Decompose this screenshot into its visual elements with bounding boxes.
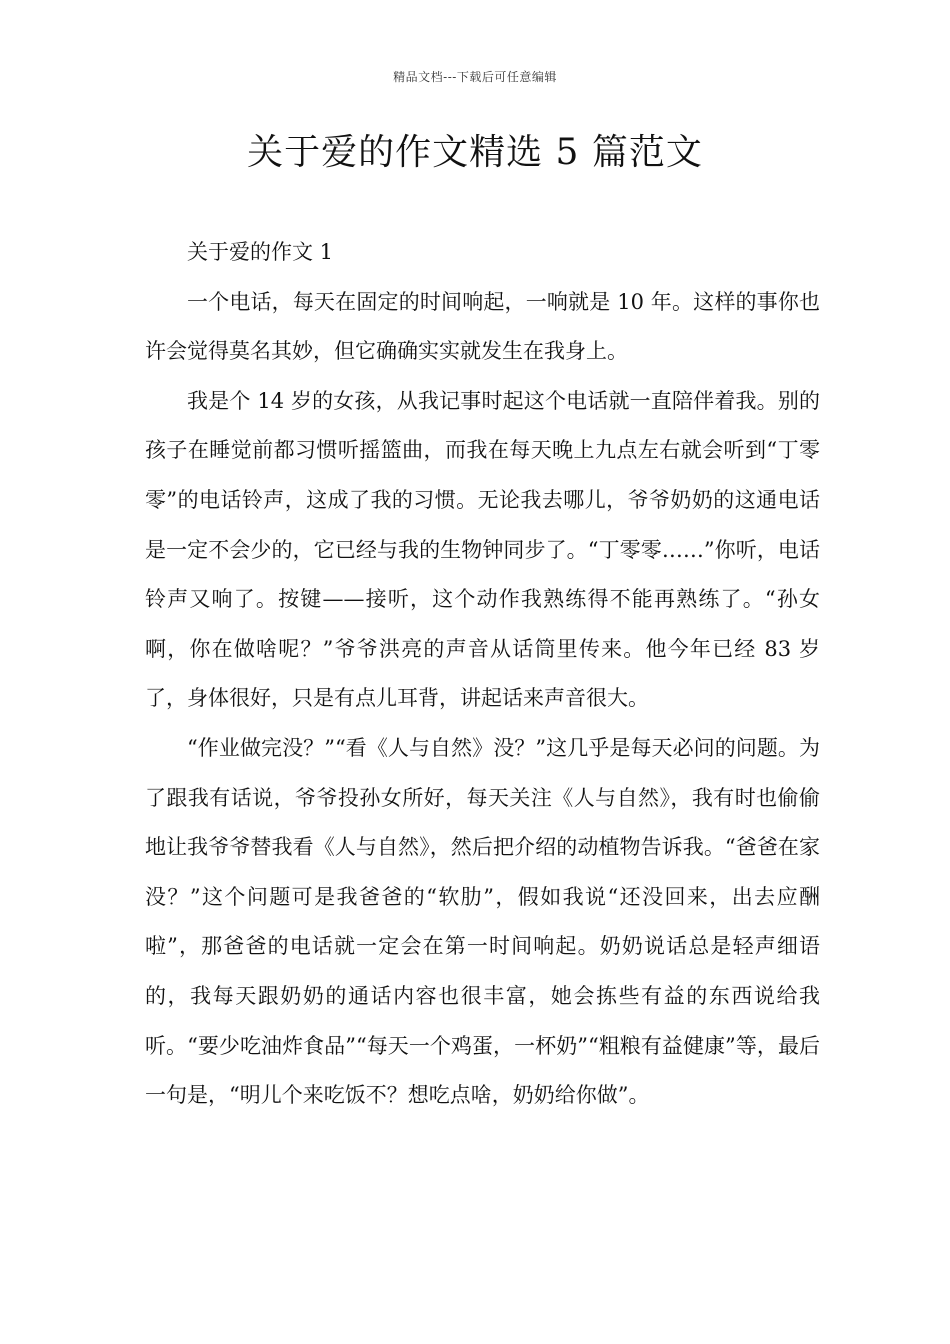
document-body xyxy=(145,228,820,1121)
section-heading: 关于爱的作文 1 xyxy=(187,240,334,264)
paragraph: 一个电话，每天在固定的时间响起，一响就是 10 年。这样的事你也许会觉得莫名其妙，但它确确实实就发生在我身上。 xyxy=(145,289,820,364)
page-title: 关于爱的作文精选 5 篇范文 xyxy=(247,132,703,173)
paragraph: “作业做完没？”“看《人与自然》没？”这几乎是每天必问的问题。为了跟我有话说，爷爷投孙女所好，每天关注《人与自然》，我有时也偷偷地让我爷爷替我看《人与自然》，然后把介绍的动植物告诉我。“爸爸在家没？”这个问题可是我爸爸的“软肋”，假如我说“还没回来，出去应酬啦”，那爸爸的电话就一定会在第一时间响起。奶奶说话总是轻声细语的，我每天跟奶奶的通话内容也很丰富，她会拣些有益的东西说给我听。“要少吃油炸食品”“每天一个鸡蛋，一杯奶”“粗粮有益健康”等，最后一句是，“明儿个来吃饭不？想吃点啥，奶奶给你做”。 xyxy=(145,735,820,1108)
header-note: 精品文档---下载后可任意编辑 xyxy=(393,70,557,84)
paragraph: 我是个 14 岁的女孩，从我记事时起这个电话就一直陪伴着我。别的孩子在睡觉前都习惯听摇篮曲，而我在每天晚上九点左右就会听到“丁零零”的电话铃声，这成了我的习惯。无论我去哪儿，爷爷奶奶的这通电话是一定不会少的，它已经与我的生物钟同步了。“丁零零……”你听，电话铃声又响了。按键——接听，这个动作我熟练得不能再熟练了。“孙女啊，你在做啥呢？”爷爷洪亮的声音从话筒里传来。他今年已经 83 岁了，身体很好，只是有点儿耳背，讲起话来声音很大。 xyxy=(145,388,820,711)
